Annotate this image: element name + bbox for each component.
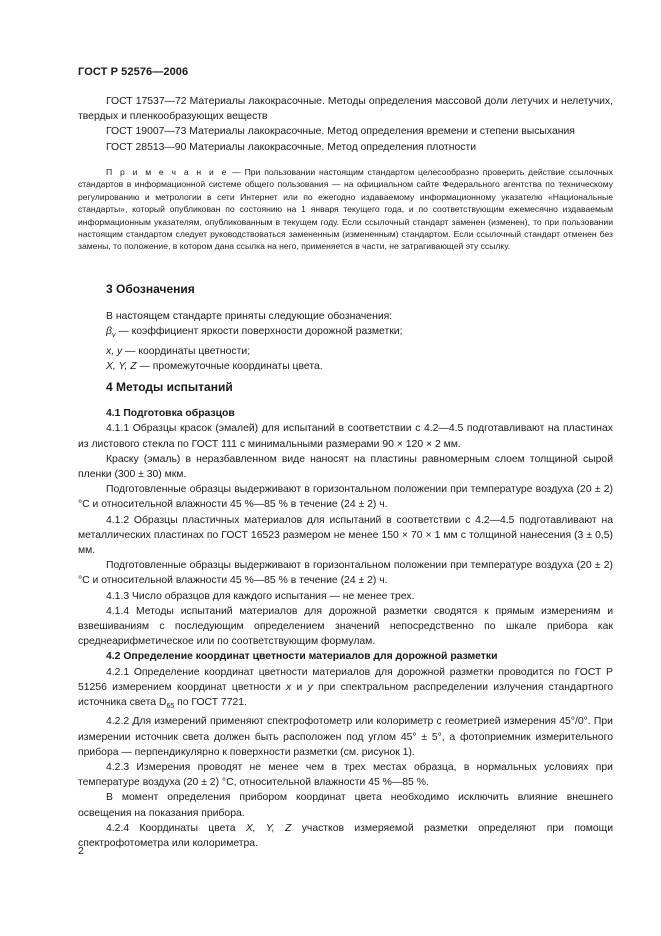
text-run: 4.2.4 Координаты цвета [106, 822, 246, 834]
references-block [78, 94, 613, 155]
paragraph: В момент определения прибором координат цвета необходимо исключить влияние внешнего освещения на показания прибора. [78, 792, 613, 819]
section-4 [78, 380, 613, 851]
note-paragraph [78, 166, 613, 253]
paragraph: 4.2.2 Для измерений применяют спектрофотометр или колориметр с геометрией измерения 45°/0°. При измерении источник света должен быть расположен под углом 45° ± 5°, а фотоприемник измерительного прибора — перпендикулярно к поверхности разметки (см. рисунок 1). [78, 716, 613, 758]
definition-text: — координаты цветности; [122, 345, 251, 357]
paragraph: Подготовленные образцы выдерживают в горизонтальном положении при температуре воздуха (20 ± 2) °С и относительной влажности 45 %—85 % в течение (24 ± 2) ч. [78, 560, 613, 587]
subsection-title: 4.2 Определение координат цветности материалов для дорожной разметки [106, 651, 498, 663]
paragraph: Краску (эмаль) в неразбавленном виде наносят на пластины равномерным слоем толщиной сырой пленки (300 ± 30) мкм. [78, 453, 613, 481]
section-title: 4 Методы испытаний [106, 380, 233, 394]
paragraph: 4.1.3 Число образцов для каждого испытания — не менее трех. [106, 590, 415, 602]
definition-text: — промежуточные координаты цвета. [136, 360, 323, 372]
definition-item [78, 324, 613, 343]
section-intro: В настоящем стандарте приняты следующие обозначения: [106, 311, 393, 323]
definition-item [78, 344, 613, 359]
reference-item: ГОСТ 17537—72 Материалы лакокрасочные. Методы определения массовой доли летучих и нелетучих, твердых и пленкообразующих веществ [78, 96, 613, 123]
symbol: X, Y, Z [106, 360, 137, 372]
note-text: — При пользовании настоящим стандартом целесообразно проверить действие ссылочных стандартов в информационной системе общего пользования — на официальном сайте Федерального агентства по техническому регулированию и метрологии в сети Интернет или по ежегодно издаваемому информационному указателю «Национальные стандарты», который опубликован по состоянию на 1 января текущего года, и по соответствующим ежемесячно издаваемым информационным указателям, опубликованным в текущем году. Если ссылочный стандарт заменен (изменен), то при пользовании настоящим стандартом следует руководствоваться замененным (измененным) стандартом. Если ссылочный стандарт отменен без замены, то положение, в котором дана ссылка на него, применяется в части, не затрагивающей эту ссылку. [78, 167, 614, 252]
paragraph [78, 665, 613, 715]
note-label: П р и м е ч а н и е [106, 167, 229, 177]
document-header: ГОСТ Р 52576—2006 [78, 66, 189, 78]
text-run: по ГОСТ 7721. [174, 697, 247, 709]
symbol-subscript: v [111, 332, 116, 340]
section-3 [78, 282, 613, 374]
reference-item: ГОСТ 19007—73 Материалы лакокрасочные. Метод определения времени и степени высыхания [106, 126, 575, 138]
paragraph: 4.2.3 Измерения проводят не менее чем в трех местах образца, в нормальных условиях при температуре воздуха (20 ± 2) °С, относительной влажности 45 %—85 %. [78, 761, 613, 789]
reference-item: ГОСТ 28513—90 Материалы лакокрасочные. Метод определения плотности [106, 141, 477, 153]
symbol: x [286, 681, 292, 693]
subsection-title: 4.1 Подготовка образцов [106, 408, 235, 420]
text-run: и [291, 681, 308, 693]
text-run: при спектральном распределении излучения стандартного источника света D [78, 681, 614, 709]
section-title: 3 Обозначения [106, 282, 195, 296]
symbol: y [307, 681, 313, 693]
symbol: β [106, 326, 112, 338]
text-run: участков измеряемой разметки определяют при помощи спектрофотометра или колориметра. [78, 822, 613, 849]
paragraph [78, 821, 613, 851]
page-number: 2 [78, 846, 84, 857]
note-block [78, 166, 613, 253]
text-run: 4.2.1 Определение координат цветности материалов для дорожной разметки проводится по ГОСТ Р 51256 измерением координат цветности [78, 666, 613, 693]
definition-item [78, 359, 613, 374]
paragraph: Подготовленные образцы выдерживают в горизонтальном положении при температуре воздуха (20 ± 2) °С и относительной влажности 45 %—85 % в течение (24 ± 2) ч. [78, 484, 613, 511]
symbol: x, y [106, 345, 123, 357]
paragraph: 4.1.4 Методы испытаний материалов для дорожной разметки сводятся к прямым измерениям и взвешиваниям с последующим определением значений непосредственно по шкале прибора как среднеарифметическое или по соответствующим формулам. [78, 605, 613, 648]
definition-text: — коэффициент яркости поверхности дорожной разметки; [115, 326, 403, 338]
subscript: 65 [166, 703, 175, 711]
symbol: X, Y, Z [245, 822, 292, 834]
paragraph: 4.1.1 Образцы красок (эмалей) для испытаний в соответствии с 4.2—4.5 подготавливают на пластинах из листового стекла по ГОСТ 111 с минимальными размерами 90 × 120 × 2 мм. [78, 423, 613, 450]
paragraph: 4.1.2 Образцы пластичных материалов для испытаний в соответствии с 4.2—4.5 подготавливают на металлических пластинах по ГОСТ 16523 размером не менее 150 × 70 × 1 мм с толщиной нанесения (3 ± 0,5) мм. [78, 514, 613, 557]
